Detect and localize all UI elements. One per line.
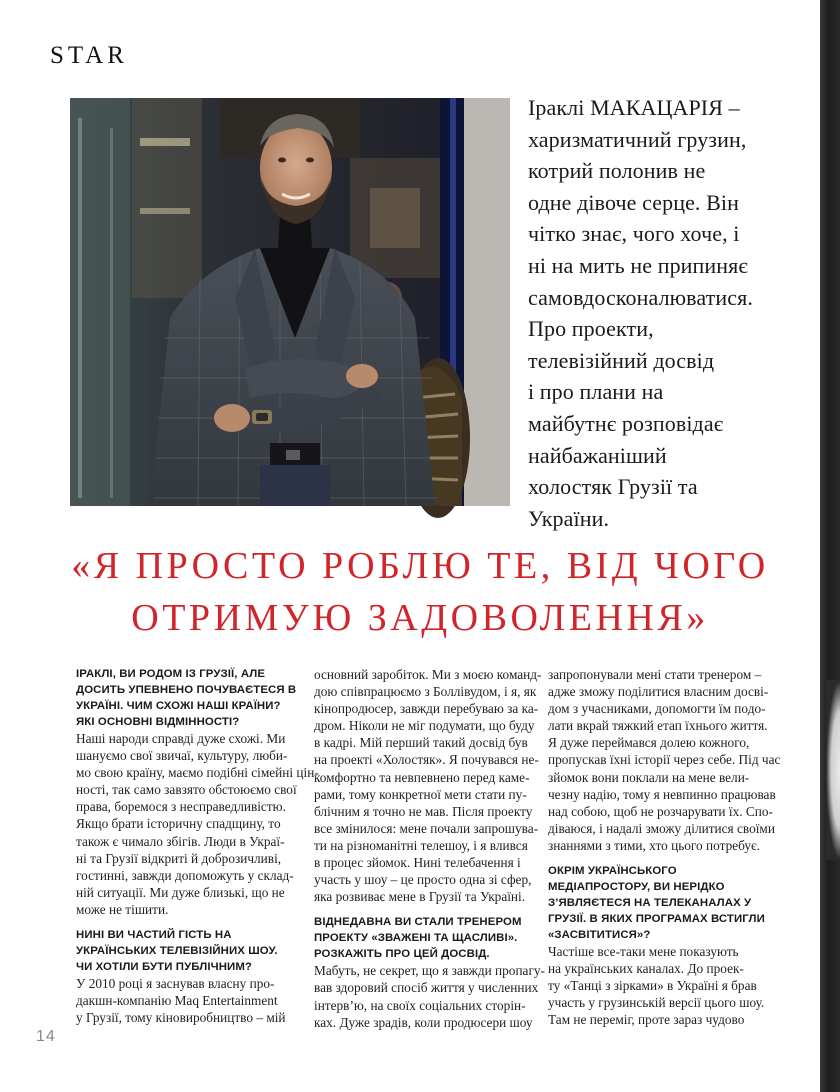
answer-line: рами, тому конкретної мети стати пу- [314, 786, 527, 802]
paragraph-gap [548, 854, 764, 863]
answer-line: дром. Ніколи не міг подумати, що буду [314, 718, 535, 734]
headline-line: «Я ПРОСТО РОБЛЮ ТЕ, ВІД ЧОГО [71, 545, 769, 587]
answer-line: в процес зйомок. Нині телебачення і [314, 855, 521, 871]
interview-question: УКРАЇНІ. ЧИМ СХОЖІ НАШІ КРАЇНИ? [76, 700, 281, 712]
headline-line: ОТРИМУЮ ЗАДОВОЛЕННЯ» [131, 597, 709, 639]
interview-question: ОКРІМ УКРАЇНСЬКОГО [548, 865, 677, 878]
answer-line: все змінилося: мене почали запрошува- [314, 820, 539, 836]
answer-line: ні та Грузії відкриті й доброзичливі, [76, 850, 282, 866]
intro-line: одне дівоче серце. Він [528, 189, 739, 215]
intro-line: котрий полонив не [528, 158, 706, 184]
intro-line: Про проекти, [528, 316, 654, 342]
article-column-1 [76, 666, 319, 1026]
interview-question: ЯКІ ОСНОВНІ ВІДМІННОСТІ? [76, 716, 240, 728]
answer-line: Там не переміг, проте зараз чудово [548, 1012, 745, 1028]
headline-quote [0, 540, 840, 644]
answer-line: У 2010 році я заснував власну про- [76, 976, 275, 992]
article-column-3 [548, 666, 781, 1029]
answer-line: ній ситуації. Ми дуже близькі, що не [76, 884, 285, 900]
answer-line: Я дуже переймався долею кожного, [548, 735, 750, 751]
answer-line: на проекті «Холостяк». Я почувався не- [314, 752, 539, 768]
answer-line: пропускав їхні історії через себе. Під час [548, 752, 781, 768]
answer-line: інтерв’ю, на своїх соціальних сторін- [314, 997, 526, 1013]
answer-line: дою співпрацюємо з Боллівудом, і я, як [314, 684, 537, 700]
answer-line: гостинні, завжди допоможуть у склад- [76, 867, 294, 883]
interview-question: МЕДІАПРОСТОРУ, ВИ НЕРІДКО [548, 881, 725, 894]
interview-question: ГРУЗІЇ. В ЯКИХ ПРОГРАМАХ ВСТИГЛИ [548, 913, 765, 926]
answer-line: ти на різноманітні телешоу, і я влився [314, 837, 528, 853]
answer-line: Частіше все-таки мене показують [548, 944, 739, 960]
intro-line: телевізійний досвід [528, 347, 715, 373]
answer-line: участь у шоу – це просто одна зі сфер, [314, 872, 532, 888]
interview-question: УКРАЇНСЬКИХ ТЕЛЕВІЗІЙНИХ ШОУ. [76, 945, 278, 958]
answer-line: дакшн-компанію Maq Entertainment [76, 993, 278, 1009]
page-number: 14 [36, 1028, 56, 1045]
answer-line: Мабуть, не секрет, що я завжди пропагу- [314, 963, 545, 979]
answer-line: діваюся, і надалі зможу ділитися своїми [548, 820, 775, 836]
portrait-photo [70, 98, 510, 506]
intro-line: найбажаніший [528, 442, 667, 468]
intro-line: України. [528, 505, 610, 531]
answer-line: чезну надію, тому я невпинно працював [548, 786, 776, 802]
interview-question: ПРОЕКТУ «ЗВАЖЕНІ ТА ЩАСЛИВІ». [314, 932, 518, 945]
answer-line: мо свою країну, маємо подібні сімейні цін- [76, 765, 319, 781]
answer-line: в кадрі. Мій перший такий досвід був [314, 735, 528, 751]
interview-question: НИНІ ВИ ЧАСТИЙ ГІСТЬ НА [76, 929, 232, 942]
answer-line: знаннями з тими, хто цього потребує. [548, 837, 761, 853]
intro-line: майбутнє розповідає [528, 410, 724, 436]
paragraph-gap [314, 905, 530, 914]
interview-question: ІРАКЛІ, ВИ РОДОМ ІЗ ГРУЗІЇ, АЛЕ [76, 668, 266, 680]
interview-question: З’ЯВЛЯЄТЕСЯ НА ТЕЛЕКАНАЛАХ У [548, 897, 752, 910]
intro-line: харизматичний грузин, [528, 126, 747, 152]
answer-line: кінопродюсер, завжди перебуваю за ка- [314, 701, 539, 717]
interview-question: ВІДНЕДАВНА ВИ СТАЛИ ТРЕНЕРОМ [314, 916, 522, 929]
interview-question: «ЗАСВІТИТИСЯ»? [548, 929, 651, 942]
article-column-2 [314, 666, 545, 1031]
answer-line: шануємо свої звичаї, культуру, люби- [76, 748, 288, 764]
answer-line: у Грузії, тому кіновиробництво – мій [76, 1010, 286, 1026]
answer-line: дом з учасниками, допомогти їм подо- [548, 701, 766, 717]
answer-line: основний заробіток. Ми з моєю команд- [314, 667, 542, 682]
answer-line: також є чимало збігів. Люди в Украї- [76, 833, 285, 849]
portrait-illustration [70, 98, 510, 506]
answer-line: вав здоровий спосіб життя у численних [314, 980, 539, 996]
answer-line: запропонували мені стати тренером – [548, 667, 762, 682]
interview-question: ЧИ ХОТІЛИ БУТИ ПУБЛІЧНИМ? [76, 961, 252, 974]
answer-line: Наші народи справді дуже схожі. Ми [76, 731, 286, 746]
intro-line: Іраклі МАКАЦАРІЯ – [528, 95, 740, 120]
answer-line: ках. Дуже зрадів, коли продюсери шоу [314, 1014, 533, 1030]
intro-text [528, 92, 808, 534]
answer-line: на українських каналах. До проек- [548, 961, 744, 977]
intro-line: самовдосконалюватися. [528, 284, 753, 310]
answer-line: над собою, щоб не розчарувати їх. Спо- [548, 803, 773, 819]
intro-line: ні на мить не припиняє [528, 252, 748, 278]
answer-line: яка розвиває мене в Грузії та Україні. [314, 889, 526, 905]
answer-line: адже зможу поділитися власним досві- [548, 684, 769, 700]
answer-line: Якщо брати історичну спадщину, то [76, 816, 281, 832]
answer-line: участь у грузинській версії цього шоу. [548, 995, 765, 1011]
intro-line: і про плани на [528, 379, 664, 405]
answer-line: права, боремося з несправедливістю. [76, 799, 286, 815]
answer-line: ту «Танці з зірками» в Україні я брав [548, 978, 757, 994]
interview-question: ДОСИТЬ УПЕВНЕНО ПОЧУВАЄТЕСЯ В [76, 684, 297, 696]
paragraph-gap [76, 918, 292, 927]
interview-question: РОЗКАЖІТЬ ПРО ЦЕЙ ДОСВІД. [314, 948, 490, 961]
answer-line: лати вкрай тяжкий етап їхнього життя. [548, 718, 768, 734]
answer-line: може не тішити. [76, 901, 169, 917]
answer-line: зйомок вони поклали на мене вели- [548, 769, 750, 785]
section-label: STAR [50, 42, 128, 69]
intro-line: холостяк Грузії та [528, 474, 698, 500]
answer-line: блічним я точно не мав. Після проекту [314, 803, 533, 819]
answer-line: комфортно та невпевнено перед каме- [314, 769, 530, 785]
answer-line: ності, так само завзято обстоюємо свої [76, 782, 297, 798]
page-curl [826, 680, 840, 860]
intro-line: чітко знає, чого хоче, і [528, 221, 740, 247]
